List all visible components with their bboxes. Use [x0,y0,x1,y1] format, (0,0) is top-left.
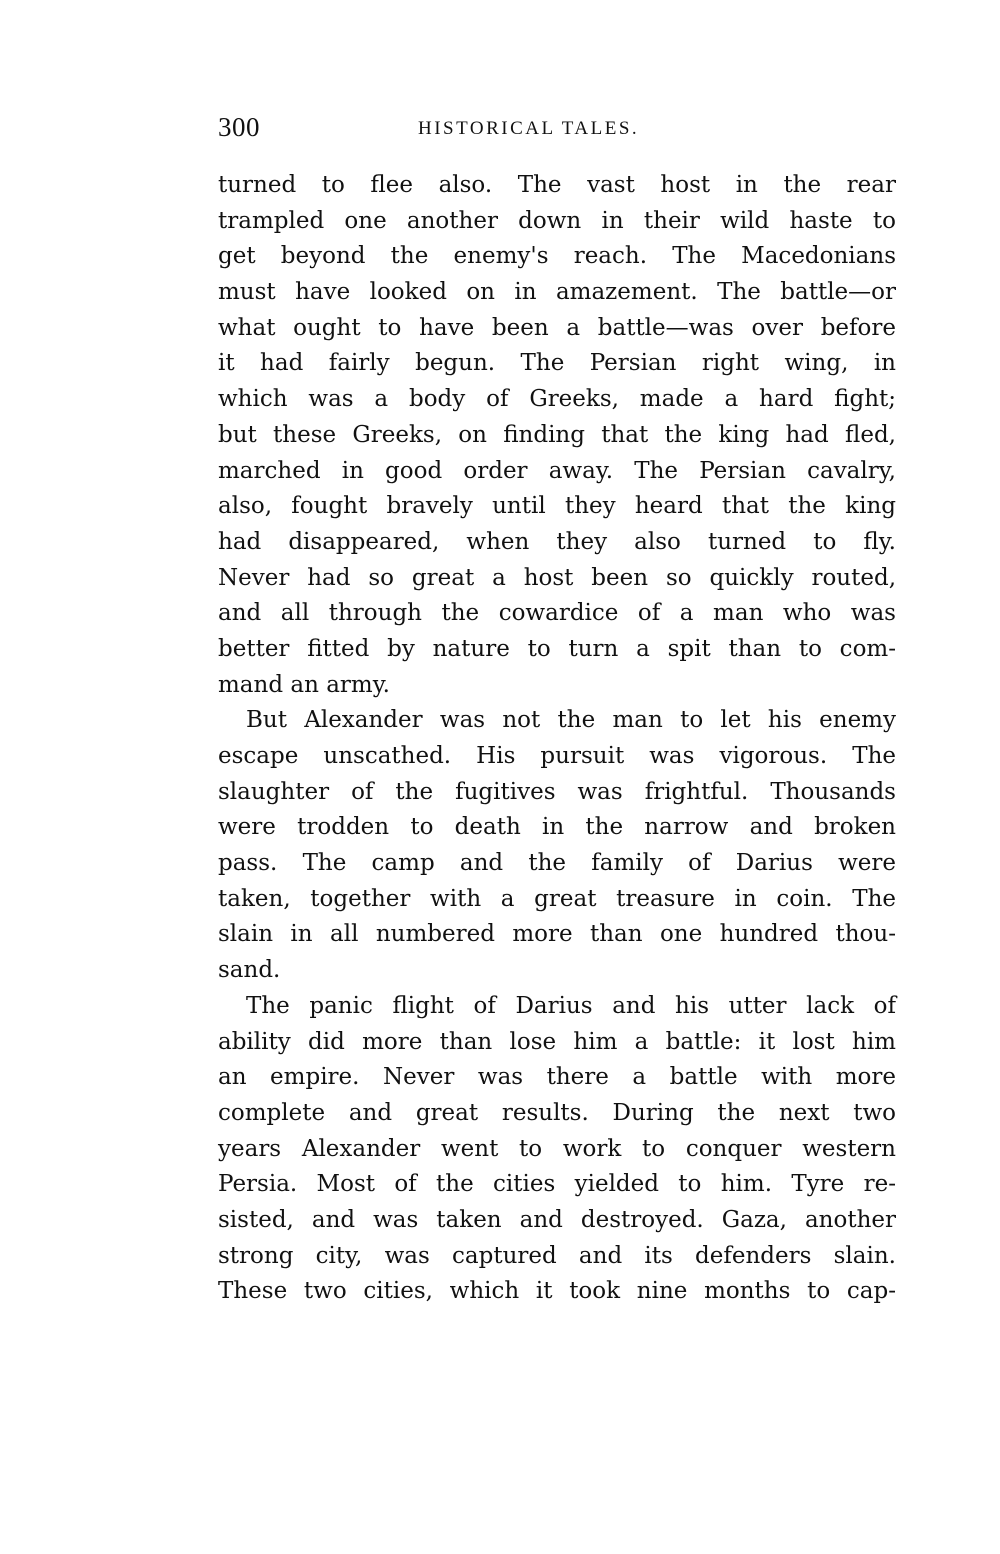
page-number: 300 [218,112,260,142]
text-line: slain in all numbered more than one hundred thou- [218,921,896,948]
text-line: trampled one another down in their wild haste to [218,207,896,234]
text-line: Never had so great a host been so quickly routed, [218,564,896,591]
text-line: slaughter of the fugitives was frightful. Thousands [218,778,896,805]
text-line: but these Greeks, on finding that the king had fled, [218,421,896,448]
text-line: Persia. Most of the cities yielded to him. Tyre re- [218,1171,896,1198]
text-line: also, fought bravely until they heard that the king [218,493,896,520]
text-line: sisted, and was taken and destroyed. Gaza, another [218,1206,896,1233]
paragraph-start-line: The panic flight of Darius and his utter lack of [246,992,896,1019]
text-line: must have looked on in amazement. The battle—or [218,279,896,306]
text-line: and all through the cowardice of a man who was [218,600,896,627]
paragraph-end-line: sand. [218,957,281,984]
text-line: what ought to have been a battle—was over before [218,314,896,341]
text-line: which was a body of Greeks, made a hard fight; [218,386,896,413]
paragraph-start-line: But Alexander was not the man to let his enemy [246,707,896,734]
text-line: These two cities, which it took nine months to cap- [218,1278,896,1305]
text-line: complete and great results. During the next two [218,1099,896,1126]
paragraph-end-line: mand an army. [218,671,390,698]
text-line: an empire. Never was there a battle with more [218,1064,896,1091]
text-line: escape unscathed. His pursuit was vigorous. The [218,743,896,769]
text-line: pass. The camp and the family of Darius were [218,850,896,877]
text-line: ability did more than lose him a battle: it lost him [218,1028,896,1055]
text-line: marched in good order away. The Persian cavalry, [218,457,896,484]
body-text [218,168,896,1310]
text-line: better fitted by nature to turn a spit than to com- [218,635,896,662]
text-line: strong city, was captured and its defenders slain. [218,1242,896,1269]
running-head-title: HISTORICAL TALES. [418,118,640,139]
text-line: had disappeared, when they also turned to fly. [218,528,896,555]
text-line: it had fairly begun. The Persian right wing, in [218,350,896,377]
text-line: were trodden to death in the narrow and broken [218,814,896,841]
text-line: get beyond the enemy's reach. The Macedonians [218,243,896,270]
text-line: turned to flee also. The vast host in the rear [218,172,896,198]
text-line: taken, together with a great treasure in coin. The [218,885,896,912]
running-head [218,112,898,146]
text-line: years Alexander went to work to conquer western [218,1135,896,1162]
